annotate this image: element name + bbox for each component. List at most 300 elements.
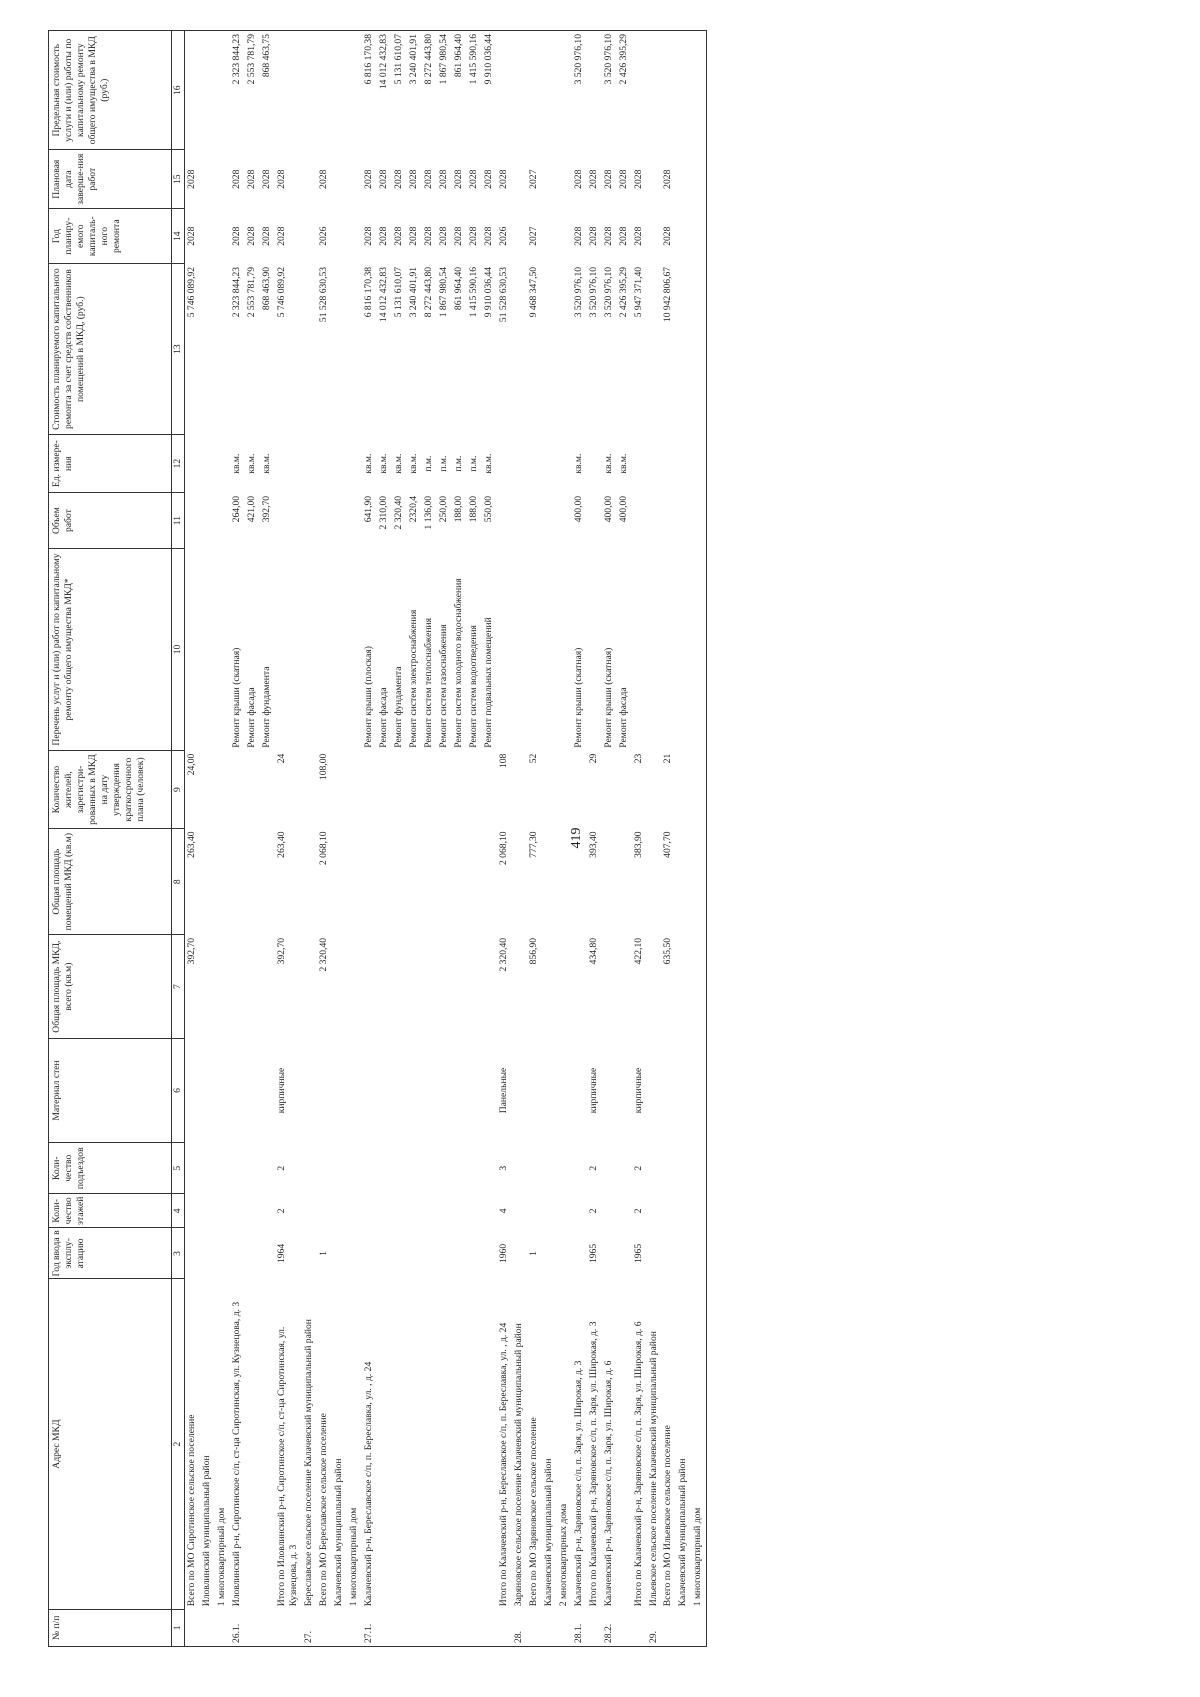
table-cell xyxy=(482,1143,497,1194)
table-cell xyxy=(542,31,557,150)
table-cell xyxy=(245,1609,260,1646)
table-cell xyxy=(422,1143,437,1194)
table-cell: 29 xyxy=(587,753,599,764)
table-cell xyxy=(437,1279,452,1609)
table-cell: 24,00 xyxy=(185,753,197,776)
table-row xyxy=(184,31,199,1647)
table-cell xyxy=(302,548,317,750)
column-number-row xyxy=(172,31,185,1647)
table-cell xyxy=(587,548,602,750)
table-cell xyxy=(557,150,572,209)
table-cell: 29. xyxy=(647,1609,662,1646)
table-row xyxy=(497,31,512,1647)
table-cell xyxy=(542,209,557,264)
table-cell: Береславское сельское поселение Калачевский муниципальный район xyxy=(302,1319,314,1607)
table-cell: 2 323 844,23 xyxy=(230,31,245,150)
table-row xyxy=(302,31,317,1647)
table-cell xyxy=(647,1194,662,1228)
column-number: 5 xyxy=(172,1143,185,1194)
table-cell xyxy=(302,751,317,829)
table-cell: Всего по МО Сиротинское сельское поселение xyxy=(185,1414,197,1607)
table-cell xyxy=(676,31,691,150)
table-cell: Ремонт подвальных помещений xyxy=(482,617,494,748)
table-cell: 24 xyxy=(275,753,287,764)
table-cell xyxy=(377,1038,392,1142)
table-cell xyxy=(542,751,557,829)
table-cell xyxy=(542,935,557,1038)
table-cell xyxy=(260,1609,275,1646)
table-cell: кв.м. xyxy=(392,453,404,474)
table-cell: 27.1. xyxy=(362,1609,377,1646)
table-cell: 28. xyxy=(512,1609,527,1646)
table-row xyxy=(230,31,245,1647)
table-cell xyxy=(467,1194,482,1228)
table-cell xyxy=(497,493,512,548)
table-cell xyxy=(332,264,347,434)
table-cell xyxy=(302,150,317,209)
table-cell xyxy=(587,434,602,493)
table-cell xyxy=(572,1194,587,1228)
table-cell xyxy=(275,1609,302,1646)
table-cell xyxy=(347,1038,362,1142)
rotated-table-wrapper xyxy=(48,30,1144,1647)
table-cell: кв.м. xyxy=(377,453,389,474)
table-cell xyxy=(527,548,542,750)
table-row xyxy=(332,31,347,1647)
table-cell xyxy=(527,1143,542,1194)
table-cell xyxy=(200,150,215,209)
table-cell xyxy=(200,209,215,264)
table-cell: п.м. xyxy=(452,455,464,472)
table-cell: 2028 xyxy=(185,226,197,246)
table-cell xyxy=(542,1194,557,1228)
table-cell xyxy=(691,548,706,750)
table-cell xyxy=(302,935,317,1038)
table-cell: 2028 xyxy=(245,169,257,189)
table-cell: 2028 xyxy=(452,226,464,246)
table-cell: 2028 xyxy=(467,169,479,189)
table-cell: п.м. xyxy=(467,455,479,472)
table-cell xyxy=(200,264,215,434)
table-cell xyxy=(332,31,347,150)
table-cell xyxy=(647,150,662,209)
table-cell: 14 012 432,83 xyxy=(377,31,392,150)
table-cell xyxy=(275,548,302,750)
table-cell xyxy=(377,751,392,829)
table-cell xyxy=(557,1194,572,1228)
table-cell xyxy=(632,548,647,750)
table-cell: 2 310,00 xyxy=(377,495,389,530)
table-cell xyxy=(557,828,572,935)
table-cell xyxy=(347,1609,362,1646)
table-row xyxy=(676,31,691,1647)
table-cell xyxy=(302,493,317,548)
table-cell xyxy=(647,1228,662,1279)
table-cell: 2026 xyxy=(497,226,509,246)
table-cell xyxy=(647,264,662,434)
table-cell xyxy=(392,1038,407,1142)
table-cell xyxy=(407,1228,422,1279)
table-cell xyxy=(215,1228,230,1279)
table-cell xyxy=(482,1194,497,1228)
table-cell xyxy=(302,1194,317,1228)
table-cell xyxy=(676,493,691,548)
table-cell: 8 272 443,80 xyxy=(422,31,437,150)
table-cell xyxy=(661,434,676,493)
table-cell xyxy=(542,434,557,493)
table-cell xyxy=(362,1143,377,1194)
table-row xyxy=(572,31,587,1647)
table-cell xyxy=(407,1279,422,1609)
table-row xyxy=(482,31,497,1647)
table-cell xyxy=(302,1038,317,1142)
table-cell xyxy=(647,935,662,1038)
header-cell: Общая площадь МКД, всего (кв.м) xyxy=(49,935,172,1038)
table-cell: 2 xyxy=(587,1165,599,1171)
table-cell xyxy=(467,828,482,935)
table-cell: 861 964,40 xyxy=(452,31,467,150)
table-cell: 188,00 xyxy=(452,495,464,523)
table-cell xyxy=(215,1038,230,1142)
table-cell: 2028 xyxy=(617,169,629,189)
table-cell xyxy=(542,264,557,434)
table-cell: 1 415 590,16 xyxy=(467,31,482,150)
table-cell xyxy=(422,1228,437,1279)
table-cell: Ремонт крыши (скатная) xyxy=(230,647,242,748)
table-cell: 2028 xyxy=(572,226,584,246)
table-cell xyxy=(184,1143,199,1194)
table-cell xyxy=(676,209,691,264)
table-cell xyxy=(527,434,542,493)
table-cell xyxy=(691,1228,706,1279)
table-cell xyxy=(245,828,260,935)
table-cell: 2027 xyxy=(527,226,539,246)
table-cell xyxy=(215,1194,230,1228)
table-cell: Ремонт систем газоснабжения xyxy=(437,624,449,748)
table-cell xyxy=(275,434,302,493)
table-cell xyxy=(437,828,452,935)
table-cell: кв.м. xyxy=(602,453,614,474)
table-cell: 2028 xyxy=(317,169,329,189)
table-cell xyxy=(617,1228,632,1279)
table-row xyxy=(617,31,632,1647)
table-cell: Калачевский муниципальный район xyxy=(542,1458,554,1607)
table-cell xyxy=(392,751,407,829)
table-cell xyxy=(691,935,706,1038)
table-cell: 434,80 xyxy=(587,937,599,965)
table-cell xyxy=(676,264,691,434)
column-number: 1 xyxy=(172,1609,185,1646)
table-cell xyxy=(347,935,362,1038)
table-cell xyxy=(676,548,691,750)
table-cell xyxy=(377,1143,392,1194)
column-number: 16 xyxy=(172,31,185,150)
table-cell xyxy=(260,1038,275,1142)
table-cell: 108 xyxy=(497,753,509,769)
table-cell xyxy=(275,31,302,150)
table-cell xyxy=(512,209,527,264)
table-cell: 23 xyxy=(632,753,644,764)
table-cell: 3 520 976,10 xyxy=(602,266,614,318)
table-cell: 108,00 xyxy=(317,753,329,781)
table-cell xyxy=(691,150,706,209)
table-cell xyxy=(347,493,362,548)
table-cell xyxy=(617,935,632,1038)
table-cell xyxy=(676,1228,691,1279)
table-cell xyxy=(452,751,467,829)
table-cell xyxy=(407,1194,422,1228)
table-cell: 2320,4 xyxy=(407,495,419,523)
table-cell xyxy=(362,935,377,1038)
table-cell: 3 520 976,10 xyxy=(572,266,584,318)
table-cell xyxy=(317,1038,332,1142)
table-cell: 2028 xyxy=(452,169,464,189)
table-cell: Ремонт систем холодного водоснабжения xyxy=(452,578,464,748)
table-cell: Калачевский муниципальный район xyxy=(332,1458,344,1607)
table-cell xyxy=(602,1194,617,1228)
table-cell xyxy=(200,1194,215,1228)
table-cell: Калачевский р-н, Береславское с/п, п. Береславка, ул. , д. 24 xyxy=(362,1361,374,1607)
table-cell xyxy=(377,935,392,1038)
table-cell: 2028 xyxy=(632,169,644,189)
table-row xyxy=(347,31,362,1647)
table-cell: кв.м. xyxy=(572,453,584,474)
table-cell xyxy=(317,1609,332,1646)
table-cell xyxy=(230,751,245,829)
table-cell xyxy=(302,31,317,150)
table-cell xyxy=(512,1038,527,1142)
table-row xyxy=(452,31,467,1647)
table-cell xyxy=(647,828,662,935)
column-number: 12 xyxy=(172,434,185,493)
table-cell xyxy=(602,828,617,935)
table-cell: 868 463,90 xyxy=(260,266,272,311)
table-cell xyxy=(437,1609,452,1646)
table-cell xyxy=(691,434,706,493)
header-cell: Коли-чество этажей xyxy=(49,1194,172,1228)
table-cell xyxy=(317,548,332,750)
table-cell xyxy=(362,751,377,829)
table-cell: Ремонт крыши (плоская) xyxy=(362,646,374,748)
table-cell xyxy=(392,828,407,935)
table-cell xyxy=(482,751,497,829)
table-cell: 2028 xyxy=(662,169,674,189)
table-cell xyxy=(497,434,512,493)
table-cell xyxy=(260,935,275,1038)
table-cell xyxy=(437,935,452,1038)
table-cell xyxy=(200,751,215,829)
table-cell: 1 867 980,54 xyxy=(437,266,449,318)
table-cell: 2 320,40 xyxy=(497,937,509,972)
table-cell xyxy=(184,1038,199,1142)
table-cell: 641,90 xyxy=(362,495,374,523)
table-cell: 2028 xyxy=(602,169,614,189)
table-cell xyxy=(332,150,347,209)
table-row xyxy=(587,31,602,1647)
table-cell: 400,00 xyxy=(602,495,614,523)
table-cell: 1964 xyxy=(275,1243,287,1264)
table-cell xyxy=(661,1038,676,1142)
table-cell: 4 xyxy=(497,1208,509,1214)
table-cell xyxy=(332,1194,347,1228)
table-cell xyxy=(661,1194,676,1228)
table-cell: 2027 xyxy=(527,169,539,189)
table-cell xyxy=(377,828,392,935)
column-number: 11 xyxy=(172,493,185,548)
table-cell: 2 068,10 xyxy=(317,831,329,866)
table-cell: 3 520 976,10 xyxy=(572,31,587,150)
table-cell xyxy=(392,1228,407,1279)
table-row xyxy=(422,31,437,1647)
table-cell xyxy=(482,828,497,935)
table-cell xyxy=(230,1038,245,1142)
table-cell xyxy=(437,1038,452,1142)
table-cell: 777,30 xyxy=(527,831,539,858)
header-cell: № п/п xyxy=(49,1609,172,1646)
table-cell xyxy=(215,434,230,493)
table-cell: Ремонт фундамента xyxy=(392,666,404,748)
table-cell xyxy=(512,150,527,209)
table-cell: 1965 xyxy=(632,1243,644,1264)
table-cell xyxy=(482,1279,497,1609)
table-cell xyxy=(332,751,347,829)
table-cell xyxy=(617,1038,632,1142)
table-cell xyxy=(200,828,215,935)
table-cell xyxy=(602,1228,617,1279)
table-cell xyxy=(557,1143,572,1194)
table-cell xyxy=(661,548,676,750)
table-cell xyxy=(215,1609,230,1646)
table-cell xyxy=(215,935,230,1038)
table-cell: 2028 xyxy=(497,169,509,189)
table-cell xyxy=(317,434,332,493)
table-row xyxy=(275,31,302,1647)
table-cell: Итого по Калачевский р-н, Заряновское с/п, п. Заря, ул. Широкая, д. 6 xyxy=(632,1321,644,1607)
table-cell xyxy=(691,264,706,434)
table-cell xyxy=(245,1279,260,1609)
header-cell: Год ввода в эксплу-атацию xyxy=(49,1228,172,1279)
table-cell: 52 xyxy=(527,753,539,764)
table-cell xyxy=(557,751,572,829)
table-cell: 2 xyxy=(632,1208,644,1214)
table-cell: 2028 xyxy=(587,169,599,189)
table-cell xyxy=(482,1228,497,1279)
table-cell xyxy=(332,209,347,264)
table-cell: Калачевский р-н, Заряновское с/п, п. Заря, ул. Широкая, д. 3 xyxy=(572,1360,584,1607)
table-cell: 2028 xyxy=(392,169,404,189)
table-cell: 2028 xyxy=(362,169,374,189)
table-cell: 263,40 xyxy=(275,831,287,858)
table-cell: кирпичные xyxy=(275,1067,287,1114)
table-cell: 2 068,10 xyxy=(497,831,509,866)
table-cell xyxy=(602,751,617,829)
table-cell: 2028 xyxy=(422,169,434,189)
table-cell: 3 240 401,91 xyxy=(407,266,419,318)
table-cell xyxy=(602,1038,617,1142)
table-cell xyxy=(557,1038,572,1142)
column-number: 8 xyxy=(172,828,185,935)
table-cell xyxy=(661,493,676,548)
table-row xyxy=(362,31,377,1647)
table-cell xyxy=(200,493,215,548)
table-cell xyxy=(467,1279,482,1609)
table-cell: 1960 xyxy=(497,1243,509,1264)
table-cell: 383,90 xyxy=(632,831,644,858)
table-cell: Ремонт систем электроснабжения xyxy=(407,609,419,748)
table-cell xyxy=(347,150,362,209)
table-cell xyxy=(332,1609,347,1646)
table-cell xyxy=(275,493,302,548)
table-cell xyxy=(557,548,572,750)
table-cell xyxy=(542,1143,557,1194)
table-cell xyxy=(377,1194,392,1228)
table-cell xyxy=(437,751,452,829)
table-row xyxy=(602,31,617,1647)
table-cell xyxy=(260,1194,275,1228)
table-cell xyxy=(347,828,362,935)
table-cell xyxy=(587,493,602,548)
header-cell: Коли-чество подъездов xyxy=(49,1143,172,1194)
table-cell: 2028 xyxy=(275,226,287,246)
table-cell xyxy=(200,1228,215,1279)
table-cell: 2028 xyxy=(662,226,674,246)
table-cell xyxy=(661,1228,676,1279)
table-cell xyxy=(482,1609,497,1646)
table-row xyxy=(260,31,275,1647)
table-cell: Итого по Калачевский р-н, Заряновское с/п, п. Заря, ул. Широкая, д. 3 xyxy=(587,1321,599,1607)
table-cell: 2 323 844,23 xyxy=(230,266,242,318)
table-cell: 2 426 395,29 xyxy=(617,266,629,318)
table-cell: 2 553 781,79 xyxy=(245,31,260,150)
table-cell xyxy=(215,828,230,935)
table-cell: кв.м. xyxy=(260,453,272,474)
table-cell: 3 240 401,91 xyxy=(407,31,422,150)
table-cell xyxy=(572,828,587,935)
table-cell xyxy=(572,1143,587,1194)
table-cell xyxy=(647,1143,662,1194)
table-cell: 28.1. xyxy=(572,1609,587,1646)
page-number: 419 xyxy=(569,827,584,849)
table-cell xyxy=(437,1143,452,1194)
table-cell xyxy=(437,1228,452,1279)
table-cell xyxy=(467,1143,482,1194)
table-cell: 2028 xyxy=(260,226,272,246)
table-cell: Иловлинский р-н, Сиротинское с/п, ст-ца Сиротинская, ул. Кузнецова, д. 3 xyxy=(230,1301,242,1607)
table-row xyxy=(245,31,260,1647)
column-number: 15 xyxy=(172,150,185,209)
table-cell xyxy=(691,828,706,935)
table-cell xyxy=(332,828,347,935)
table-cell: 6 816 170,38 xyxy=(362,31,377,150)
table-cell xyxy=(512,1143,527,1194)
table-cell xyxy=(347,1194,362,1228)
table-cell xyxy=(407,1038,422,1142)
column-number: 6 xyxy=(172,1038,185,1142)
column-number: 10 xyxy=(172,548,185,750)
table-cell xyxy=(587,1609,602,1646)
table-cell xyxy=(407,935,422,1038)
table-cell: Ремонт систем теплоснабжения xyxy=(422,617,434,748)
table-cell: 2028 xyxy=(245,226,257,246)
table-row xyxy=(437,31,452,1647)
table-cell: 2028 xyxy=(572,169,584,189)
table-cell: Калачевский муниципальный район xyxy=(677,1458,689,1607)
table-cell xyxy=(691,1038,706,1142)
table-cell xyxy=(230,935,245,1038)
table-cell xyxy=(557,1609,572,1646)
table-cell xyxy=(392,1143,407,1194)
table-cell xyxy=(647,209,662,264)
